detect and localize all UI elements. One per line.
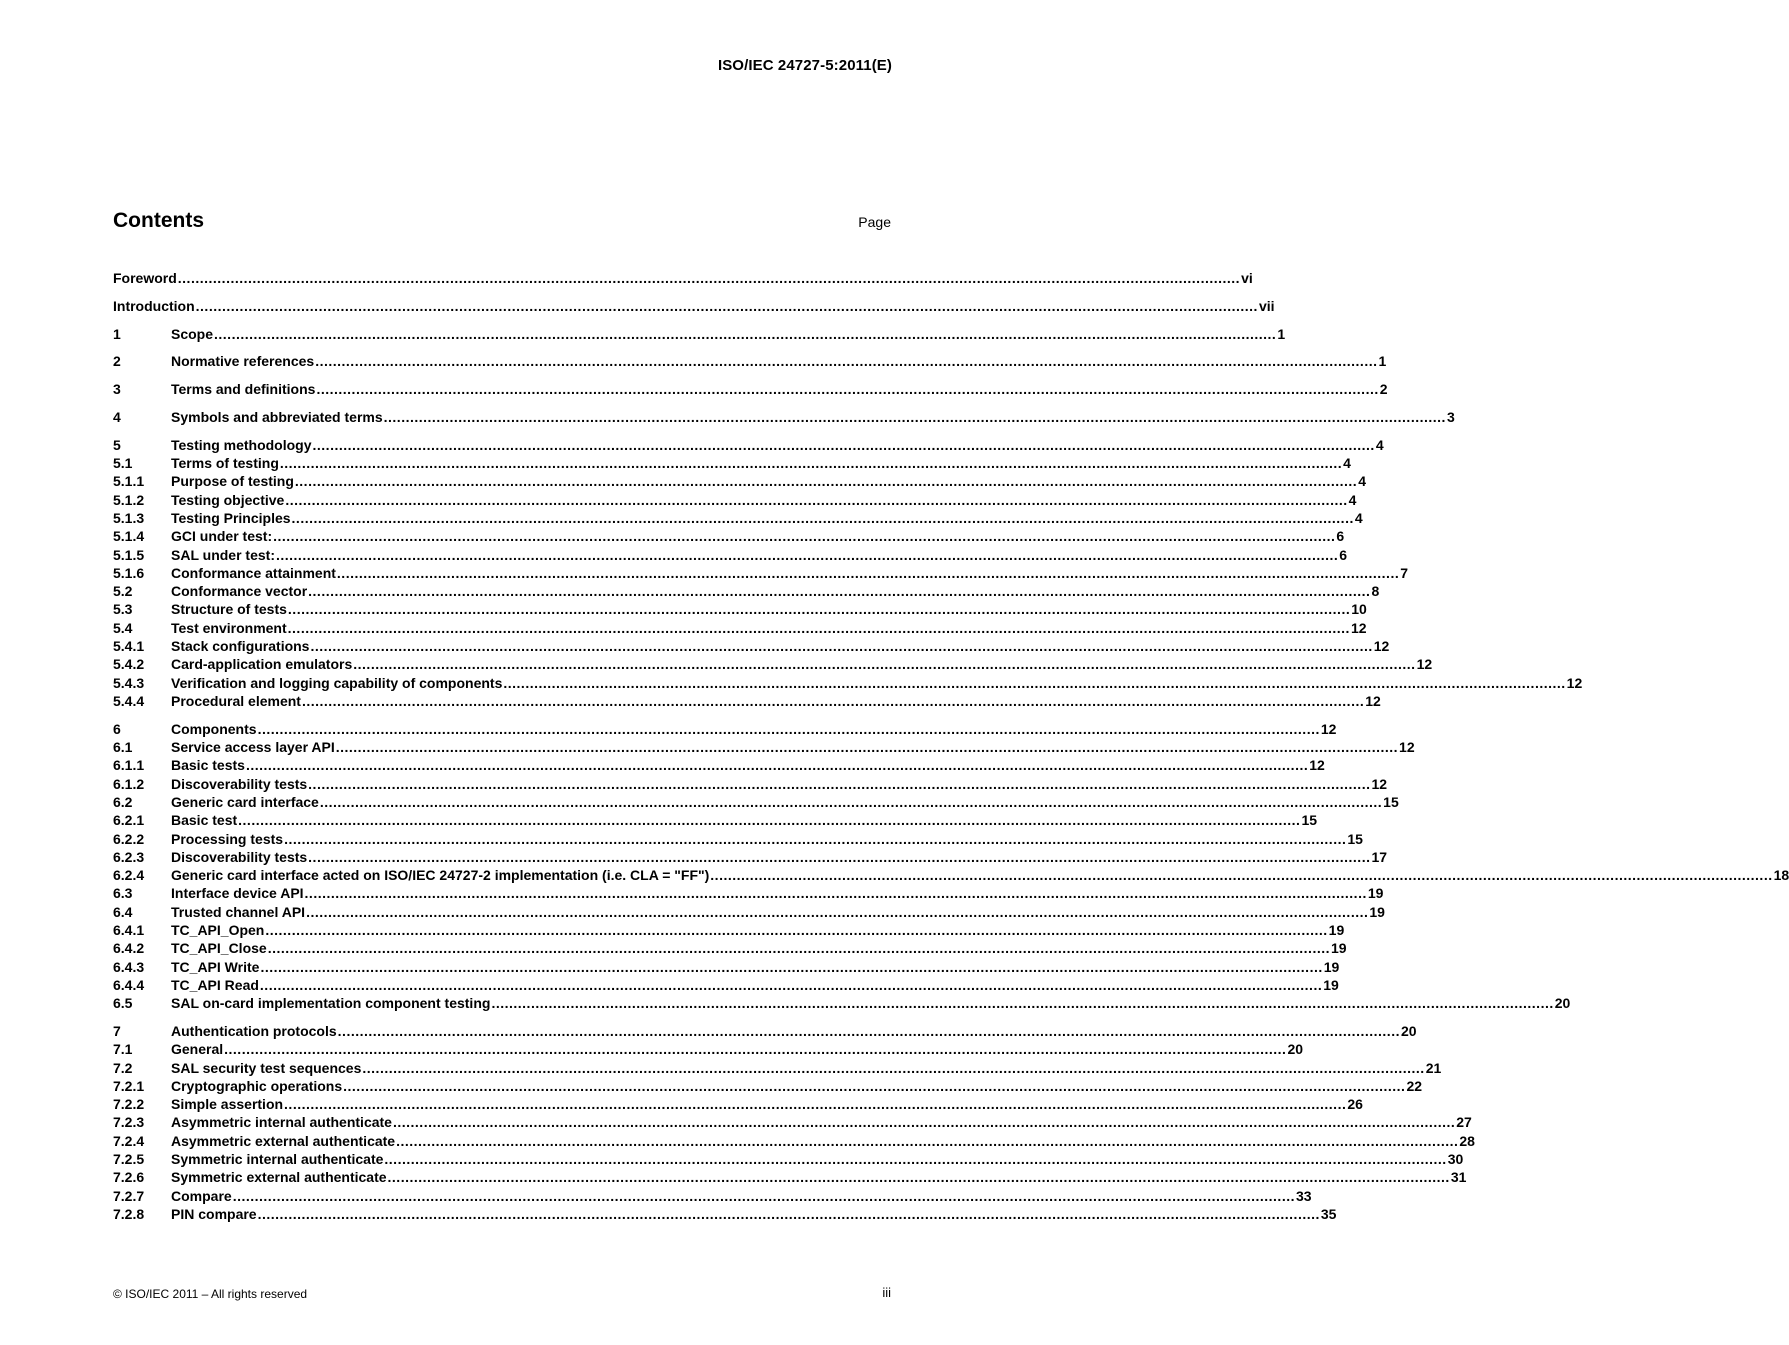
toc-entry-number: 5.3 (113, 601, 133, 618)
toc-entry[interactable] (113, 1205, 1337, 1223)
toc-entry[interactable] (113, 655, 1433, 673)
toc-entry-number: 5 (113, 436, 121, 453)
toc-entry-number: 6.4.3 (113, 958, 145, 975)
contents-header (113, 209, 891, 233)
toc-entry-title[interactable]: Asymmetric internal authenticate (171, 1114, 392, 1131)
toc-entry[interactable] (113, 509, 1363, 527)
toc-entry-page: 15 (1383, 793, 1399, 810)
toc-entry-page: 33 (1295, 1187, 1312, 1204)
toc-dot-leader (258, 1205, 1320, 1223)
toc-entry-number: 6.1.1 (113, 757, 145, 774)
toc-entry-title[interactable]: GCI under test: (171, 528, 273, 545)
toc-dot-leader (362, 1059, 1424, 1077)
toc-entry[interactable] (113, 637, 1390, 655)
toc-entry-number: 6.2.4 (113, 867, 145, 884)
copyright-notice: © ISO/IEC 2011 – All rights reserved (113, 1287, 308, 1301)
toc-entry-page: 12 (1365, 692, 1381, 709)
toc-dot-leader (310, 637, 1372, 655)
table-of-contents (113, 269, 1789, 1223)
toc-entry-number: 5.4.3 (113, 674, 145, 691)
toc-entry-number: 6.4.2 (113, 940, 145, 957)
toc-entry-number: 5.4.4 (113, 692, 145, 709)
toc-entry-title[interactable]: TC_API_Open (171, 922, 265, 938)
toc-entry-page: 30 (1447, 1151, 1464, 1168)
toc-entry[interactable] (113, 1095, 1363, 1113)
toc-entry-page: 19 (1367, 885, 1384, 902)
toc-entry-page: 20 (1554, 995, 1571, 1012)
toc-entry-number: 7.2.5 (113, 1151, 145, 1168)
toc-entry-title[interactable]: Foreword (113, 270, 177, 286)
toc-dot-leader (285, 491, 1347, 509)
toc-entry-title[interactable]: Discoverability tests (171, 775, 308, 792)
toc-entry-number: 6.5 (113, 995, 133, 1012)
toc-entry[interactable] (113, 269, 1253, 287)
toc-entry-page: 35 (1320, 1205, 1337, 1222)
toc-dot-leader (302, 692, 1364, 710)
toc-dot-leader (276, 546, 1338, 564)
toc-entry-number: 7.2.4 (113, 1132, 145, 1149)
toc-entry[interactable] (113, 921, 1345, 939)
toc-entry-title[interactable]: Symbols and abbreviated terms (171, 408, 383, 425)
toc-entry-title[interactable]: Terms and definitions (171, 381, 316, 398)
toc-entry-number: 7.2.8 (113, 1205, 145, 1222)
toc-entry-title[interactable]: Basic test (171, 812, 238, 829)
toc-dot-leader (260, 958, 1322, 976)
toc-dot-leader (273, 527, 1335, 545)
toc-entry[interactable] (113, 793, 1399, 811)
toc-entry-number: 7 (113, 1022, 121, 1039)
toc-entry-page: 19 (1369, 903, 1385, 920)
toc-entry-title[interactable]: Generic card interface (171, 793, 319, 810)
toc-dot-leader (284, 1095, 1346, 1113)
toc-entry-title[interactable]: Scope (171, 325, 214, 342)
toc-entry-page: 27 (1456, 1114, 1472, 1131)
toc-dot-leader (258, 720, 1320, 738)
toc-dot-leader (337, 564, 1399, 582)
toc-entry-title[interactable]: Basic tests (171, 757, 245, 774)
toc-entry-title[interactable]: Conformance attainment (171, 564, 336, 581)
toc-entry[interactable] (113, 1077, 1423, 1095)
toc-entry-page: 19 (1323, 976, 1339, 993)
toc-entry[interactable] (113, 848, 1388, 866)
toc-dot-leader (305, 884, 1367, 902)
toc-entry[interactable] (113, 830, 1363, 848)
toc-entry[interactable] (113, 1040, 1304, 1058)
toc-entry-number: 5.1.3 (113, 509, 145, 526)
toc-entry-title[interactable]: Components (171, 720, 257, 737)
toc-entry-number: 6.2.1 (113, 812, 145, 829)
toc-entry[interactable] (113, 600, 1367, 618)
toc-entry-page: 6 (1339, 546, 1348, 563)
toc-entry-page: 19 (1328, 922, 1345, 938)
toc-entry-page: 19 (1331, 940, 1347, 957)
toc-entry-page: 28 (1459, 1132, 1475, 1149)
toc-dot-leader (384, 1150, 1446, 1168)
toc-entry-title[interactable]: Generic card interface acted on ISO/IEC 24727-2 implementation (i.e. CLA = "FF") (171, 867, 710, 884)
toc-dot-leader (710, 866, 1772, 884)
toc-entry-title[interactable]: SAL under test: (171, 546, 275, 563)
toc-dot-leader (393, 1113, 1455, 1131)
toc-entry[interactable] (113, 994, 1571, 1012)
toc-entry-title[interactable]: Structure of tests (171, 601, 287, 618)
page-title: Contents (113, 209, 204, 232)
toc-entry-number: 6.1.2 (113, 775, 145, 792)
toc-dot-leader (384, 408, 1446, 426)
page-column-label: Page (858, 214, 891, 230)
toc-entry-number: 5.1.2 (113, 491, 145, 508)
toc-entry-title[interactable]: Processing tests (171, 830, 284, 847)
toc-entry[interactable] (113, 903, 1385, 921)
toc-entry-number: 6.2 (113, 793, 133, 810)
toc-entry-title[interactable]: Trusted channel API (171, 903, 306, 920)
toc-dot-leader (396, 1132, 1458, 1150)
toc-entry-page: 12 (1373, 638, 1390, 655)
toc-entry-number: 5.1.6 (113, 564, 145, 581)
toc-entry-title[interactable]: Interface device API (171, 885, 304, 902)
toc-entry-page: vii (1258, 297, 1275, 314)
document-id: ISO/IEC 24727-5:2011(E) (717, 57, 892, 74)
toc-entry-number: 7.2.7 (113, 1187, 145, 1204)
toc-entry[interactable] (113, 297, 1275, 315)
toc-entry-page: 26 (1347, 1096, 1363, 1113)
toc-dot-leader (353, 655, 1415, 673)
toc-dot-leader (316, 380, 1378, 398)
toc-entry[interactable] (113, 472, 1366, 490)
toc-entry-page: 4 (1343, 455, 1351, 472)
toc-entry-page: 22 (1406, 1077, 1423, 1094)
toc-entry-title[interactable]: Compare (171, 1187, 232, 1204)
toc-dot-leader (338, 1022, 1400, 1040)
toc-dot-leader (280, 454, 1342, 472)
toc-entry[interactable] (113, 582, 1380, 600)
toc-entry[interactable] (113, 491, 1357, 509)
toc-entry-number: 7.2.3 (113, 1114, 145, 1131)
toc-entry[interactable] (113, 454, 1351, 472)
toc-dot-leader (238, 811, 1300, 829)
toc-entry-title[interactable]: Normative references (171, 353, 315, 370)
toc-entry-title[interactable]: Verification and logging capability of components (171, 674, 503, 691)
toc-dot-leader (233, 1187, 1295, 1205)
toc-entry-page: 31 (1450, 1169, 1467, 1186)
toc-entry[interactable] (113, 884, 1384, 902)
toc-entry-page: 20 (1287, 1041, 1304, 1058)
toc-entry-number: 5.4.2 (113, 656, 145, 673)
toc-entry-page: 12 (1371, 775, 1388, 792)
toc-entry-page: 4 (1348, 491, 1357, 508)
toc-entry-number: 7.2.2 (113, 1096, 145, 1113)
toc-entry-page: 1 (1277, 325, 1286, 342)
toc-entry-number: 5.1.5 (113, 546, 145, 563)
toc-entry-title[interactable]: Purpose of testing (171, 473, 294, 490)
toc-entry-number: 5.1 (113, 455, 133, 472)
toc-entry[interactable] (113, 380, 1388, 398)
toc-entry-title[interactable]: Authentication protocols (171, 1022, 337, 1039)
toc-entry-page: vi (1241, 270, 1253, 286)
toc-entry[interactable] (113, 976, 1339, 994)
toc-dot-leader (388, 1168, 1450, 1186)
toc-entry-page: 12 (1416, 656, 1433, 673)
toc-entry-page: 17 (1371, 848, 1388, 865)
toc-dot-leader (284, 830, 1346, 848)
toc-entry-number: 6 (113, 720, 121, 737)
toc-entry-number: 3 (113, 381, 121, 398)
toc-entry-page: 12 (1320, 720, 1337, 737)
toc-entry[interactable] (113, 674, 1583, 692)
toc-entry[interactable] (113, 408, 1455, 426)
toc-entry-number: 6.4.1 (113, 922, 145, 938)
toc-dot-leader (336, 738, 1398, 756)
toc-entry-number: 5.1.4 (113, 528, 145, 545)
toc-entry-title[interactable]: Symmetric internal authenticate (171, 1151, 384, 1168)
toc-entry-page: 15 (1301, 812, 1318, 829)
toc-entry[interactable] (113, 1132, 1475, 1150)
toc-entry[interactable] (113, 1113, 1472, 1131)
page-number: iii (882, 1285, 891, 1300)
toc-entry-number: 5.4.1 (113, 638, 145, 655)
toc-dot-leader (265, 921, 1327, 939)
toc-entry-number: 5.1.1 (113, 473, 145, 490)
toc-entry-number: 6.1 (113, 739, 133, 756)
toc-dot-leader (260, 976, 1322, 994)
toc-entry[interactable] (113, 738, 1415, 756)
toc-entry-number: 5.2 (113, 583, 133, 600)
toc-dot-leader (308, 775, 1370, 793)
toc-entry[interactable] (113, 1150, 1464, 1168)
toc-entry-number: 7.2 (113, 1059, 133, 1076)
toc-entry-number: 6.3 (113, 885, 133, 902)
toc-entry[interactable] (113, 546, 1348, 564)
toc-entry-title[interactable]: SAL on-card implementation component testing (171, 995, 491, 1012)
toc-dot-leader (288, 619, 1350, 637)
toc-entry-number: 1 (113, 325, 121, 342)
toc-entry-title[interactable]: Procedural element (171, 692, 301, 709)
toc-entry[interactable] (113, 527, 1345, 545)
toc-entry[interactable] (113, 692, 1381, 710)
toc-entry-page: 12 (1399, 739, 1415, 756)
toc-entry-page: 7 (1400, 564, 1409, 581)
toc-entry-title[interactable]: Card-application emulators (171, 656, 353, 673)
toc-dot-leader (315, 352, 1377, 370)
toc-entry-title[interactable]: TC_API Write (171, 958, 260, 975)
toc-entry-title[interactable]: General (171, 1041, 224, 1058)
toc-entry-page: 3 (1446, 408, 1455, 425)
toc-dot-leader (196, 297, 1258, 315)
toc-entry[interactable] (113, 1059, 1442, 1077)
toc-entry-page: 6 (1336, 528, 1345, 545)
toc-entry-number: 6.4 (113, 903, 133, 920)
toc-entry-page: 2 (1379, 381, 1388, 398)
toc-entry-page: 21 (1425, 1059, 1442, 1076)
toc-dot-leader (246, 756, 1308, 774)
toc-dot-leader (224, 1040, 1286, 1058)
toc-dot-leader (306, 903, 1368, 921)
toc-entry[interactable] (113, 958, 1340, 976)
toc-dot-leader (320, 793, 1382, 811)
toc-dot-leader (308, 848, 1370, 866)
toc-dot-leader (178, 269, 1240, 287)
toc-entry-title[interactable]: Conformance vector (171, 583, 308, 600)
toc-entry-page: 18 (1773, 867, 1789, 884)
toc-dot-leader (295, 472, 1357, 490)
toc-entry-number: 7.2.6 (113, 1169, 145, 1186)
toc-entry-page: 4 (1358, 473, 1366, 490)
toc-entry[interactable] (113, 811, 1318, 829)
toc-entry-page: 15 (1347, 830, 1363, 847)
toc-entry[interactable] (113, 756, 1325, 774)
toc-entry-number: 7.2.1 (113, 1077, 145, 1094)
toc-entry-title[interactable]: PIN compare (171, 1205, 257, 1222)
toc-entry-page: 4 (1354, 509, 1363, 526)
toc-entry-number: 5.4 (113, 619, 133, 636)
toc-entry-title[interactable]: Simple assertion (171, 1096, 284, 1113)
toc-dot-leader (288, 600, 1350, 618)
toc-entry-title[interactable]: Stack configurations (171, 638, 310, 655)
toc-entry-title[interactable]: Service access layer API (171, 739, 335, 756)
toc-dot-leader (343, 1077, 1405, 1095)
toc-dot-leader (292, 509, 1354, 527)
toc-entry-page: 4 (1375, 436, 1384, 453)
toc-entry-page: 12 (1309, 757, 1325, 774)
toc-entry[interactable] (113, 1187, 1312, 1205)
toc-entry[interactable] (113, 775, 1388, 793)
toc-entry-title[interactable]: Test environment (171, 619, 287, 636)
toc-entry-page: 12 (1566, 674, 1583, 691)
toc-entry-page: 20 (1400, 1022, 1417, 1039)
toc-entry-page: 8 (1371, 583, 1380, 600)
toc-entry-title[interactable]: Testing objective (171, 491, 285, 508)
toc-entry-number: 7.1 (113, 1041, 133, 1058)
toc-entry-page: 10 (1351, 601, 1367, 618)
toc-entry-title[interactable]: TC_API_Close (171, 940, 267, 957)
toc-entry-page: 1 (1378, 353, 1387, 370)
toc-entry-page: 12 (1350, 619, 1367, 636)
toc-dot-leader (313, 436, 1375, 454)
toc-entry[interactable] (113, 436, 1384, 454)
toc-entry[interactable] (113, 1022, 1417, 1040)
toc-entry[interactable] (113, 939, 1347, 957)
toc-entry-number: 6.4.4 (113, 976, 145, 993)
toc-entry-title[interactable]: SAL security test sequences (171, 1059, 362, 1076)
toc-entry[interactable] (113, 1168, 1467, 1186)
toc-dot-leader (503, 674, 1565, 692)
toc-entry[interactable] (113, 619, 1367, 637)
toc-entry-title[interactable]: Symmetric external authenticate (171, 1169, 387, 1186)
toc-entry-number: 6.2.2 (113, 830, 145, 847)
toc-entry-title[interactable]: TC_API Read (171, 976, 259, 993)
toc-entry[interactable] (113, 720, 1337, 738)
toc-entry-page: 19 (1323, 958, 1340, 975)
toc-entry-title[interactable]: Testing Principles (171, 509, 291, 526)
toc-entry-title[interactable]: Introduction (113, 297, 195, 314)
toc-entry[interactable] (113, 352, 1387, 370)
toc-entry-number: 2 (113, 353, 121, 370)
toc-entry-number: 6.2.3 (113, 848, 145, 865)
toc-entry-title[interactable]: Terms of testing (171, 455, 279, 472)
toc-entry-title[interactable]: Cryptographic operations (171, 1077, 343, 1094)
toc-dot-leader (268, 939, 1330, 957)
toc-entry[interactable] (113, 325, 1286, 343)
toc-dot-leader (491, 994, 1553, 1012)
toc-entry-title[interactable]: Discoverability tests (171, 848, 308, 865)
toc-entry-title[interactable]: Testing methodology (171, 436, 312, 453)
toc-dot-leader (214, 325, 1276, 343)
toc-entry-title[interactable]: Asymmetric external authenticate (171, 1132, 396, 1149)
toc-entry[interactable] (113, 564, 1409, 582)
toc-dot-leader (308, 582, 1370, 600)
toc-entry[interactable] (113, 866, 1789, 884)
toc-entry-number: 4 (113, 408, 121, 425)
